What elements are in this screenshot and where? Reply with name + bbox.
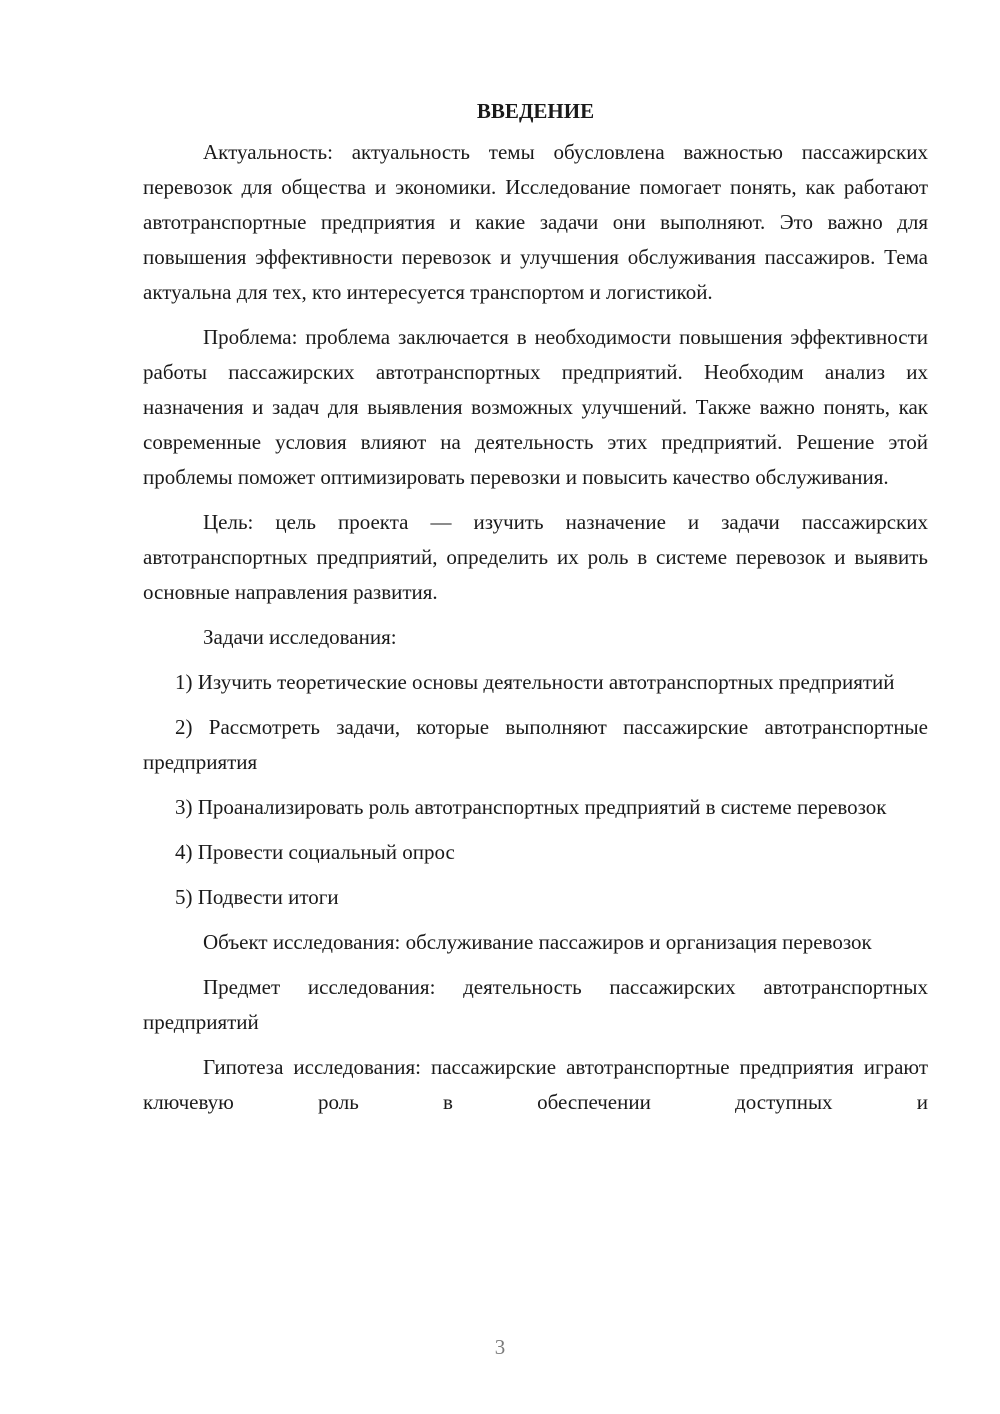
tasks-title: Задачи исследования: xyxy=(203,625,397,649)
paragraph-object: Объект исследования: обслуживание пассажиров и организация перевозок xyxy=(203,930,872,954)
paragraph-hypothesis: Гипотеза исследования: пассажирские автотранспортные предприятия играют ключевую роль в обеспечении доступных и xyxy=(143,1055,928,1114)
paragraph-relevance: Актуальность: актуальность темы обусловлена важностью пассажирских перевозок для общества и экономики. Исследование помогает понять, как работают автотранспортные предприятия и какие задачи они выполняют. Это важно для повышения эффективности перевозок и улучшения обслуживания пассажиров. Тема актуальна для тех, кто интересуется транспортом и логистикой. xyxy=(143,140,928,304)
task-item-5: 5) Подвести итоги xyxy=(175,885,339,909)
page-content xyxy=(143,94,928,1130)
page-number: 3 xyxy=(494,1335,506,1359)
task-item-4: 4) Провести социальный опрос xyxy=(175,840,455,864)
task-item-2: 2) Рассмотреть задачи, которые выполняют пассажирские автотранспортные предприятия xyxy=(143,715,928,774)
section-heading: ВВЕДЕНИЕ xyxy=(476,99,595,123)
paragraph-subject: Предмет исследования: деятельность пассажирских автотранспортных предприятий xyxy=(143,975,928,1034)
task-item-3: 3) Проанализировать роль автотранспортных предприятий в системе перевозок xyxy=(175,795,887,819)
paragraph-problem: Проблема: проблема заключается в необходимости повышения эффективности работы пассажирских автотранспортных предприятий. Необходим анализ их назначения и задач для выявления возможных улучшений. Также важно понять, как современные условия влияют на деятельность этих предприятий. Решение этой проблемы поможет оптимизировать перевозки и повысить качество обслуживания. xyxy=(143,325,928,489)
task-item-1: 1) Изучить теоретические основы деятельности автотранспортных предприятий xyxy=(175,670,895,694)
paragraph-goal: Цель: цель проекта — изучить назначение и задачи пассажирских автотранспортных предприятий, определить их роль в системе перевозок и выявить основные направления развития. xyxy=(143,510,928,604)
